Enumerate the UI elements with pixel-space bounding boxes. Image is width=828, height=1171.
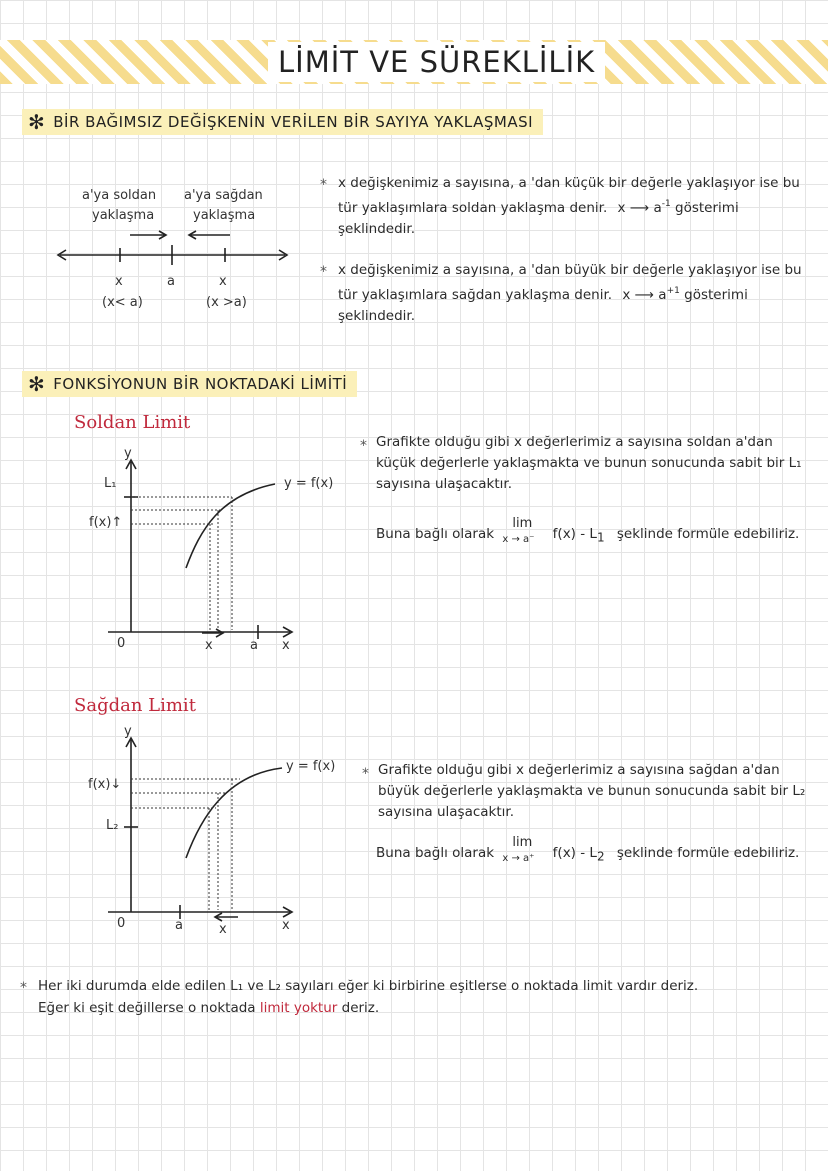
left-approach-paragraph: x değişkenimiz a sayısına, a 'dan küçük bir değerle yaklaşıyor ise bu tür yaklaşımlara soldan yaklaşma denir. x ⟶ $a^{-1}$ gösterimi şeklindedir. [338, 175, 800, 237]
left-graph-y-axis-label: y [124, 446, 132, 461]
left-graph-a-point: a [250, 638, 258, 653]
right-graph-a-point: a [175, 918, 183, 933]
left-approach-label-2: yaklaşma [92, 208, 155, 223]
left-limit-explanation: Grafikte olduğu gibi x değerlerimiz a sayısına soldan a'dan küçük değerlerle yaklaşmakta ve bunun sonucunda sabit bir L₁ sayısına ulaşacaktır. [376, 434, 802, 492]
left-graph-fx-label: f(x)↑ [89, 515, 123, 530]
left-graph-origin: 0 [117, 636, 126, 651]
bullet-icon: * [360, 438, 367, 454]
right-approach-paragraph: x değişkenimiz a sayısına, a 'dan büyük bir değerle yaklaşıyor ise bu tür yaklaşımlara sağdan yaklaşma denir. x ⟶ $a^{+1}$ gösterimi şeklindedir. [338, 262, 802, 324]
left-graph-curve-label: y = f(x) [284, 476, 334, 491]
right-limit-explanation: Grafikte olduğu gibi x değerlerimiz a sayısına sağdan a'dan büyük değerlerle yaklaşmakta ve bunun sonucunda sabit bir L₂ sayısına ulaşacaktır. [378, 762, 806, 820]
condition-right: (x >a) [206, 295, 247, 310]
bullet-icon: * [320, 264, 327, 280]
page-title: LİMİT VE SÜREKLİLİK [268, 42, 605, 82]
conclusion-line-2: Eğer ki eşit değillerse o noktada limit yoktur deriz. [38, 1000, 380, 1016]
right-approach-label-2: yaklaşma [193, 208, 256, 223]
right-limit-subtitle: Sağdan Limit [74, 695, 196, 716]
tick-x-right: x [219, 274, 227, 289]
limit-yoktur-highlight: limit yoktur [259, 1000, 338, 1016]
bullet-icon: * [20, 980, 27, 996]
bullet-icon: * [320, 177, 327, 193]
right-graph-fx-label: f(x)↓ [88, 777, 122, 792]
section2-heading-text: FONKSİYONUN BİR NOKTADAKİ LİMİTİ [53, 375, 348, 393]
asterisk-icon: ✻ [28, 110, 46, 134]
right-graph-y-axis-label: y [124, 724, 132, 739]
left-graph-L1-label: L₁ [104, 476, 117, 491]
bullet-icon: * [362, 766, 369, 782]
left-limit-formula: Buna bağlı olarak lim x → a⁻ $f(x) - L_1$ şeklinde formüle edebiliriz. [376, 516, 800, 545]
asterisk-icon: ✻ [28, 372, 46, 396]
left-limit-subtitle: Soldan Limit [74, 412, 191, 433]
tick-a: a [167, 274, 175, 289]
left-approach-label-1: a'ya soldan [82, 188, 157, 203]
right-graph-x-axis-label: x [282, 918, 290, 933]
right-graph-origin: 0 [117, 916, 126, 931]
section1-heading-text: BİR BAĞIMSIZ DEĞİŞKENİN VERİLEN BİR SAYIYA YAKLAŞMASI [53, 113, 534, 131]
left-graph-x-axis-label: x [282, 638, 290, 653]
tick-x-left: x [115, 274, 123, 289]
condition-left: (x< a) [102, 295, 143, 310]
conclusion-line-1: Her iki durumda elde edilen L₁ ve L₂ sayıları eğer ki birbirine eşitlerse o noktada limit vardır deriz. [38, 978, 699, 994]
right-limit-formula: Buna bağlı olarak lim x → a⁺ $f(x) - L_2$ şeklinde formüle edebiliriz. [376, 835, 800, 864]
right-graph-L2-label: L₂ [106, 818, 119, 833]
left-graph-x-point: x [205, 638, 213, 653]
right-graph-x-point: x [219, 922, 227, 937]
right-graph-curve-label: y = f(x) [286, 759, 336, 774]
right-approach-label-1: a'ya sağdan [184, 188, 263, 203]
